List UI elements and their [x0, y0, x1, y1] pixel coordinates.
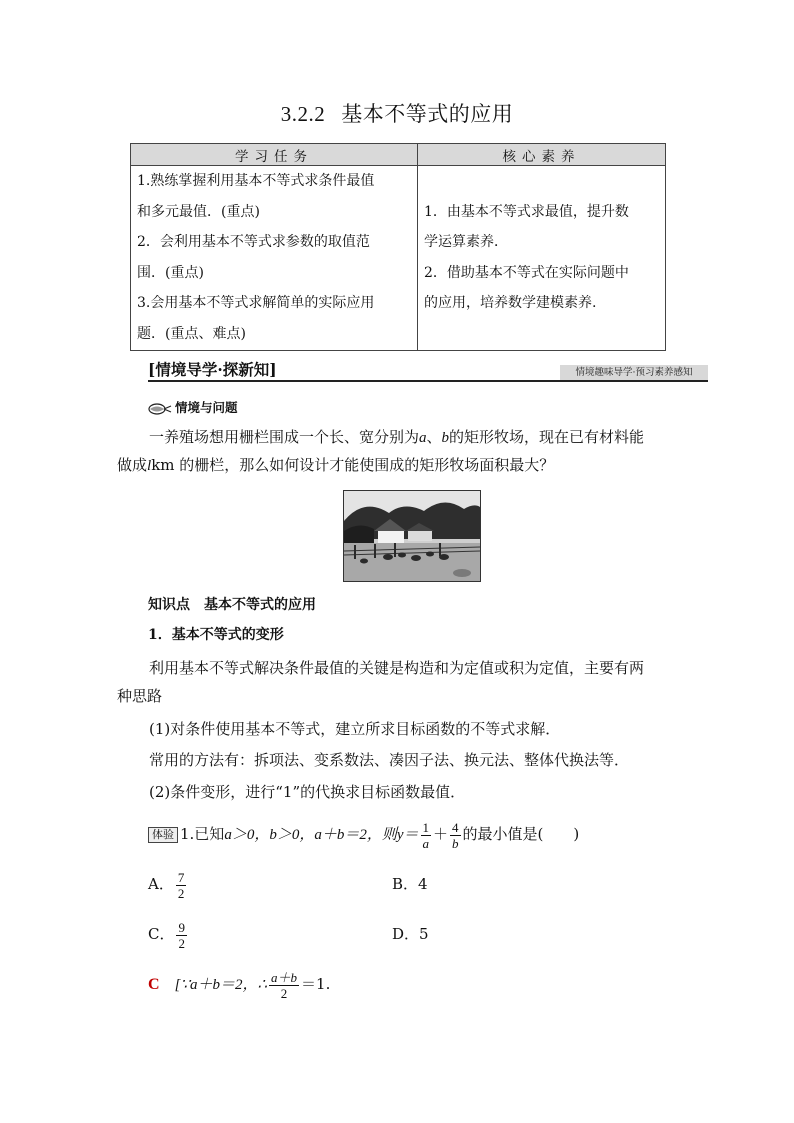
task-line: 题．(重点、难点): [137, 325, 246, 342]
var-a: a: [419, 430, 427, 446]
literacy-line: 学运算素养．: [424, 234, 508, 251]
option-d: D．5: [392, 925, 429, 943]
option-b: B．4: [392, 875, 428, 893]
denominator: 2: [280, 985, 288, 1001]
scene-paragraph-line-2: [117, 452, 677, 480]
answer-letter: C: [148, 976, 160, 993]
fraction-4-over-b: [450, 820, 461, 851]
numerator: a＋b: [271, 969, 298, 985]
learning-task-table: [130, 143, 666, 351]
section-tag: 情境趣味导学·预习素养感知: [560, 365, 708, 380]
text-span: km 的栅栏，那么如何设计才能使围成的矩形牧场面积最大？: [151, 456, 555, 474]
text-span: ＝1.: [301, 975, 331, 993]
text-span: 1.已知: [180, 825, 225, 843]
pasture-photo: [343, 490, 481, 582]
numerator: 1: [422, 819, 429, 835]
denominator: 2: [178, 935, 185, 951]
knowledge-paragraph-2: (1)对条件使用基本不等式，建立所求目标函数的不等式求解．: [149, 720, 561, 738]
knowledge-paragraph-1b: 种思路: [117, 687, 163, 705]
text-span: [∵a＋b＝2，∴: [174, 977, 268, 993]
leaf-icon: [148, 402, 172, 416]
task-line: 3.会用基本不等式求解简单的实际应用: [137, 295, 375, 312]
learning-tasks-cell: [131, 166, 418, 351]
solution-fraction: [269, 970, 299, 1001]
var-b: b: [441, 430, 450, 446]
option-a-fraction: [176, 870, 187, 901]
option-label: A．: [148, 875, 174, 893]
numerator: 4: [452, 819, 459, 835]
section-heading: [情境导学·探新知]: [148, 360, 277, 379]
text-span: ＋: [433, 825, 449, 843]
section-rule: [148, 380, 708, 382]
task-line: 1.熟练掌握利用基本不等式求条件最值: [137, 173, 375, 189]
text-span: y＝: [396, 827, 419, 843]
solution-line: [148, 966, 708, 1003]
knowledge-paragraph-3: 常用的方法有：拆项法、变系数法、凑因子法、换元法、整体代换法等．: [149, 751, 630, 769]
section-title: 基本不等式的应用: [341, 102, 514, 126]
text-span: 的最小值是( ): [462, 825, 580, 843]
option-label: C．: [148, 925, 175, 943]
page-title: [0, 98, 794, 128]
literacy-line: 1．由基本不等式求最值，提升数: [424, 203, 629, 220]
text-span: 做成: [117, 456, 148, 474]
denominator: 2: [177, 885, 185, 901]
literacy-line: 2．借助基本不等式在实际问题中: [424, 264, 629, 281]
knowledge-heading: 知识点 基本不等式的应用: [148, 597, 316, 613]
denominator: a: [422, 835, 429, 851]
knowledge-paragraph-4: (2)条件变形，进行“1”的代换求目标函数最值．: [149, 783, 466, 801]
text-span: 的矩形牧场，现在已有材料能: [449, 428, 645, 446]
table-header-literacy: 核心素养: [418, 144, 666, 166]
core-literacy-cell: [418, 166, 666, 351]
option-c-fraction: [176, 920, 187, 951]
exercise-question: [148, 816, 708, 853]
text-span: 一养殖场想用栅栏围成一个长、宽分别为: [149, 428, 420, 446]
task-line: 围．(重点): [137, 264, 204, 281]
literacy-line: 的应用，培养数学建模素养.: [424, 295, 597, 312]
section-number: 3.2.2: [280, 102, 326, 126]
numerator: 7: [177, 869, 185, 885]
knowledge-subheading: 1．基本不等式的变形: [148, 627, 284, 643]
scene-paragraph-line-1: [117, 424, 677, 452]
numerator: 9: [178, 919, 185, 935]
task-line: 和多元最值．(重点): [137, 203, 260, 220]
condition-text: a＞0，b＞0，a＋b＝2，则: [224, 827, 397, 843]
knowledge-paragraph-1: 利用基本不等式解决条件最值的关键是构造和为定值或积为定值，主要有两: [149, 659, 645, 677]
fraction-1-over-a: [421, 820, 432, 851]
denominator: b: [452, 835, 459, 851]
scene-label: [148, 398, 238, 416]
table-header-tasks: 学习任务: [131, 144, 418, 166]
var-l: l: [147, 458, 152, 474]
task-line: 2．会利用基本不等式求参数的取值范: [137, 234, 370, 251]
exercise-tag: 体验: [148, 827, 178, 843]
scene-label-text: 情境与问题: [175, 400, 238, 415]
text-span: 、: [426, 428, 442, 446]
